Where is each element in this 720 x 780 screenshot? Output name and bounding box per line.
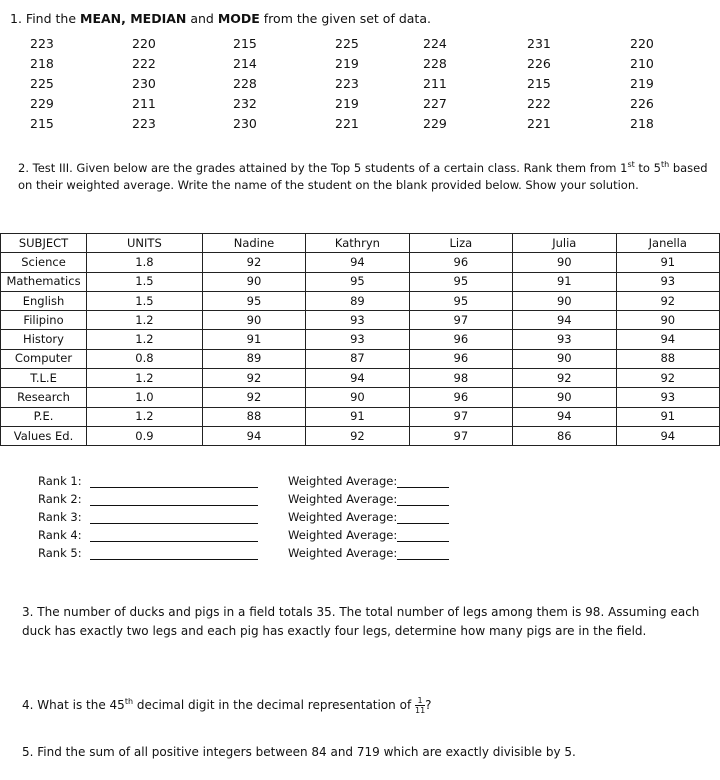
weighted-average-label: Weighted Average: xyxy=(288,528,398,542)
grade-cell: 93 xyxy=(616,272,719,291)
question-2-text-3: based on their weighted average. Write the name of the student on the blank provided below. Show your solution. xyxy=(18,161,708,192)
grade-cell: 90 xyxy=(513,253,616,272)
grade-cell: 88 xyxy=(202,407,305,426)
grade-cell: 97 xyxy=(409,426,512,445)
subject-cell: T.L.E xyxy=(1,369,87,388)
grade-cell: 90 xyxy=(513,291,616,310)
question-3 xyxy=(22,603,718,640)
data-value: 221 xyxy=(335,116,359,131)
grade-cell: 92 xyxy=(616,291,719,310)
data-value: 222 xyxy=(527,96,551,111)
question-1-text-after: from the given set of data. xyxy=(259,11,431,26)
weighted-average-blank[interactable] xyxy=(397,493,449,506)
grade-cell: 95 xyxy=(306,272,409,291)
grade-cell: 89 xyxy=(306,291,409,310)
question-2-text-2: to 5 xyxy=(634,161,661,175)
rank-row xyxy=(38,508,449,526)
grade-cell: 94 xyxy=(616,330,719,349)
question-4-text-before: What is the 45 xyxy=(37,698,125,712)
question-2-sup-th: th xyxy=(660,160,670,170)
data-value: 215 xyxy=(30,116,54,131)
data-row xyxy=(30,56,670,76)
question-1-text-before: Find the xyxy=(25,11,80,26)
data-value: 211 xyxy=(132,96,156,111)
grade-cell: 91 xyxy=(513,272,616,291)
data-value: 232 xyxy=(233,96,257,111)
weighted-average-blank[interactable] xyxy=(397,529,449,542)
units-cell: 1.5 xyxy=(87,272,203,291)
data-value: 225 xyxy=(30,76,54,91)
subject-cell: English xyxy=(1,291,87,310)
data-value: 226 xyxy=(630,96,654,111)
grade-cell: 90 xyxy=(513,349,616,368)
rank-label: Rank 2: xyxy=(38,492,82,506)
rank-label: Rank 5: xyxy=(38,546,82,560)
grade-cell: 86 xyxy=(513,426,616,445)
column-header: SUBJECT xyxy=(1,234,87,253)
data-value: 215 xyxy=(233,36,257,51)
fraction-numerator: 1 xyxy=(415,696,425,706)
question-1-bold-mode: MODE xyxy=(217,11,260,26)
grade-cell: 92 xyxy=(513,369,616,388)
subject-cell: Science xyxy=(1,253,87,272)
grade-cell: 90 xyxy=(616,311,719,330)
data-value: 228 xyxy=(233,76,257,91)
grade-cell: 92 xyxy=(306,426,409,445)
question-3-number: 3. xyxy=(22,605,34,619)
grade-cell: 94 xyxy=(513,407,616,426)
data-value: 230 xyxy=(233,116,257,131)
table-row xyxy=(1,349,720,368)
rank-label: Rank 1: xyxy=(38,474,82,488)
grade-cell: 97 xyxy=(409,407,512,426)
weighted-average-blank[interactable] xyxy=(397,475,449,488)
data-value: 221 xyxy=(527,116,551,131)
rank-row xyxy=(38,472,449,490)
question-4 xyxy=(22,696,432,715)
data-value: 211 xyxy=(423,76,447,91)
subject-cell: Filipino xyxy=(1,311,87,330)
data-value: 227 xyxy=(423,96,447,111)
question-1 xyxy=(10,10,431,27)
data-value: 219 xyxy=(335,56,359,71)
weighted-average-label: Weighted Average: xyxy=(288,474,398,488)
question-5-text: Find the sum of all positive integers between 84 and 719 which are exactly divisible by 5. xyxy=(37,745,576,759)
grade-cell: 90 xyxy=(306,388,409,407)
question-4-end: ? xyxy=(425,698,432,712)
weighted-average-label: Weighted Average: xyxy=(288,492,398,506)
rank-name-blank[interactable] xyxy=(90,547,258,560)
units-cell: 1.5 xyxy=(87,291,203,310)
grade-cell: 94 xyxy=(616,426,719,445)
table-row xyxy=(1,291,720,310)
grade-cell: 87 xyxy=(306,349,409,368)
grade-cell: 88 xyxy=(616,349,719,368)
data-value: 219 xyxy=(335,96,359,111)
subject-cell: Computer xyxy=(1,349,87,368)
grade-cell: 93 xyxy=(513,330,616,349)
rank-name-blank[interactable] xyxy=(90,511,258,524)
data-value: 229 xyxy=(30,96,54,111)
data-value: 219 xyxy=(630,76,654,91)
table-row xyxy=(1,272,720,291)
subject-cell: P.E. xyxy=(1,407,87,426)
grade-cell: 91 xyxy=(202,330,305,349)
units-cell: 1.8 xyxy=(87,253,203,272)
grade-cell: 91 xyxy=(616,253,719,272)
grade-cell: 95 xyxy=(409,291,512,310)
rank-label: Rank 3: xyxy=(38,510,82,524)
subject-cell: Values Ed. xyxy=(1,426,87,445)
table-header-row xyxy=(1,234,720,253)
table-row xyxy=(1,426,720,445)
fraction-denominator: 11 xyxy=(414,706,426,715)
data-value: 226 xyxy=(527,56,551,71)
question-1-number: 1. xyxy=(10,11,22,26)
data-value: 223 xyxy=(132,116,156,131)
question-1-bold-mean-median: MEAN, MEDIAN xyxy=(80,11,187,26)
question-4-text-after: decimal digit in the decimal representation of xyxy=(133,698,415,712)
table-row xyxy=(1,388,720,407)
grade-cell: 90 xyxy=(513,388,616,407)
grade-cell: 89 xyxy=(202,349,305,368)
units-cell: 0.8 xyxy=(87,349,203,368)
question-1-data-grid xyxy=(30,36,670,136)
question-1-text-and: and xyxy=(186,11,218,26)
data-value: 215 xyxy=(527,76,551,91)
grade-cell: 94 xyxy=(202,426,305,445)
grade-cell: 94 xyxy=(306,253,409,272)
grade-cell: 90 xyxy=(202,272,305,291)
weighted-average-label: Weighted Average: xyxy=(288,510,398,524)
units-cell: 0.9 xyxy=(87,426,203,445)
grade-cell: 96 xyxy=(409,349,512,368)
question-5-number: 5. xyxy=(22,745,34,759)
grade-cell: 92 xyxy=(202,253,305,272)
column-header: UNITS xyxy=(87,234,203,253)
subject-cell: Mathematics xyxy=(1,272,87,291)
data-row xyxy=(30,36,670,56)
grade-cell: 94 xyxy=(513,311,616,330)
grade-cell: 96 xyxy=(409,388,512,407)
subject-cell: Research xyxy=(1,388,87,407)
grade-cell: 95 xyxy=(202,291,305,310)
rank-row xyxy=(38,490,449,508)
rank-row xyxy=(38,544,449,562)
data-row xyxy=(30,96,670,116)
grade-cell: 92 xyxy=(202,388,305,407)
data-row xyxy=(30,76,670,96)
units-cell: 1.0 xyxy=(87,388,203,407)
table-row xyxy=(1,311,720,330)
grade-cell: 95 xyxy=(409,272,512,291)
grade-cell: 92 xyxy=(616,369,719,388)
rank-name-blank[interactable] xyxy=(90,493,258,506)
data-value: 210 xyxy=(630,56,654,71)
grade-cell: 96 xyxy=(409,330,512,349)
rank-name-blank[interactable] xyxy=(90,475,258,488)
data-value: 222 xyxy=(132,56,156,71)
units-cell: 1.2 xyxy=(87,311,203,330)
data-value: 220 xyxy=(630,36,654,51)
grade-cell: 91 xyxy=(306,407,409,426)
rank-answer-block xyxy=(38,472,449,562)
units-cell: 1.2 xyxy=(87,369,203,388)
data-value: 230 xyxy=(132,76,156,91)
data-value: 214 xyxy=(233,56,257,71)
grade-cell: 93 xyxy=(616,388,719,407)
weighted-average-blank[interactable] xyxy=(397,547,449,560)
grade-cell: 94 xyxy=(306,369,409,388)
data-row xyxy=(30,116,670,136)
column-header: Liza xyxy=(409,234,512,253)
grade-cell: 90 xyxy=(202,311,305,330)
grade-cell: 93 xyxy=(306,330,409,349)
rank-row xyxy=(38,526,449,544)
grade-cell: 91 xyxy=(616,407,719,426)
rank-name-blank[interactable] xyxy=(90,529,258,542)
units-cell: 1.2 xyxy=(87,330,203,349)
data-value: 218 xyxy=(30,56,54,71)
question-4-number: 4. xyxy=(22,698,34,712)
grade-cell: 92 xyxy=(202,369,305,388)
data-value: 229 xyxy=(423,116,447,131)
table-row xyxy=(1,253,720,272)
grade-cell: 98 xyxy=(409,369,512,388)
data-value: 225 xyxy=(335,36,359,51)
question-2-number: 2. xyxy=(18,161,29,175)
question-4-sup-th: th xyxy=(124,697,134,706)
units-cell: 1.2 xyxy=(87,407,203,426)
question-2 xyxy=(18,160,718,194)
grades-table xyxy=(0,233,720,446)
data-value: 231 xyxy=(527,36,551,51)
table-row xyxy=(1,330,720,349)
question-2-sup-st: st xyxy=(627,160,635,170)
data-value: 223 xyxy=(335,76,359,91)
data-value: 224 xyxy=(423,36,447,51)
subject-cell: History xyxy=(1,330,87,349)
data-value: 228 xyxy=(423,56,447,71)
column-header: Julia xyxy=(513,234,616,253)
grade-cell: 93 xyxy=(306,311,409,330)
weighted-average-blank[interactable] xyxy=(397,511,449,524)
grade-cell: 97 xyxy=(409,311,512,330)
question-2-text-1: Test III. Given below are the grades attained by the Top 5 students of a certain class. Rank them from 1 xyxy=(32,161,628,175)
data-value: 218 xyxy=(630,116,654,131)
column-header: Kathryn xyxy=(306,234,409,253)
rank-label: Rank 4: xyxy=(38,528,82,542)
grade-cell: 96 xyxy=(409,253,512,272)
fraction-one-eleventh xyxy=(415,696,425,715)
question-3-text: The number of ducks and pigs in a field totals 35. The total number of legs among them is 98. Assuming each duck has exactly two legs and each pig has exactly four legs, determine how many pigs are in the field. xyxy=(22,605,700,638)
weighted-average-label: Weighted Average: xyxy=(288,546,398,560)
data-value: 223 xyxy=(30,36,54,51)
table-row xyxy=(1,369,720,388)
data-value: 220 xyxy=(132,36,156,51)
column-header: Nadine xyxy=(202,234,305,253)
question-5 xyxy=(22,744,576,761)
table-row xyxy=(1,407,720,426)
column-header: Janella xyxy=(616,234,719,253)
